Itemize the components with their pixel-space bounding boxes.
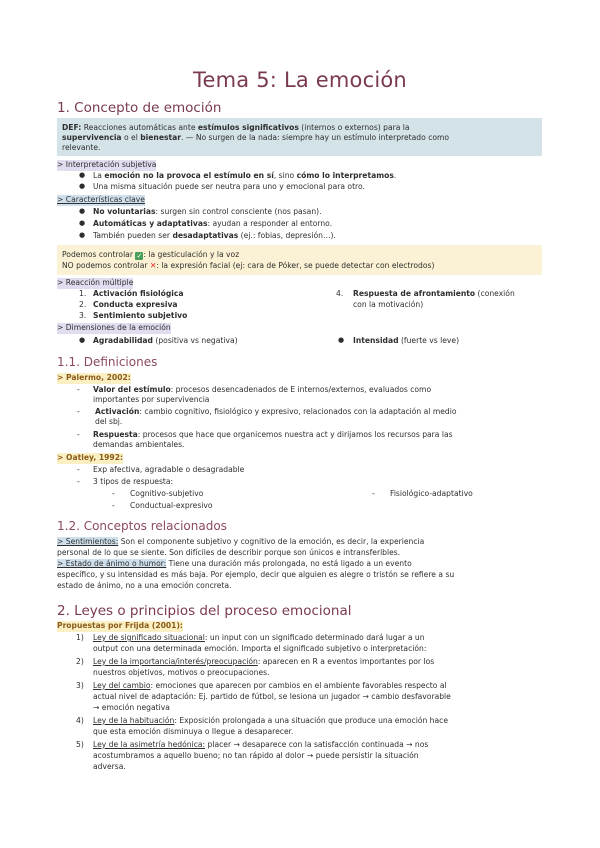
dash: - xyxy=(112,501,115,510)
law-2-cont: nuestros objetivos, motivos o preocupaciones. xyxy=(93,668,270,677)
law-3: Ley del cambio: emociones que aparecen por cambios en el ambiente favorables respecto al xyxy=(93,681,447,690)
law-5-cont: acostumbramos a aquello bueno; no tan rápido al dolor → puede persistir la situación xyxy=(93,751,419,760)
dash: - xyxy=(77,477,80,486)
oatley-item-1: Exp afectiva, agradable o desagradable xyxy=(93,465,245,474)
oatley-item-2: 3 tipos de respuesta: xyxy=(93,477,174,486)
reaction-item-2: Conducta expresiva xyxy=(93,300,178,309)
law-1: Ley de significado situacional: un input con un significado determinado dará lugar a un xyxy=(93,633,425,642)
reaction-number: 4. xyxy=(336,289,344,298)
law-4-cont: que esta emoción disminuya o llegue a desaparecer. xyxy=(93,727,294,736)
dimension-item-2: Intensidad (fuerte vs leve) xyxy=(353,336,460,345)
law-3-cont-2: → emoción negativa xyxy=(93,703,170,712)
law-3-cont: actual nivel de adaptación: Ej. partido de fútbol, se lesiona un jugador → cambio desfavorable xyxy=(93,692,451,701)
law-number: 3) xyxy=(76,681,84,690)
characteristic-item-1: No voluntarias: surgen sin control consciente (nos pasan). xyxy=(93,207,322,216)
oatley-subitem-3: Fisiológico-adaptativo xyxy=(390,489,473,498)
law-5-cont-2: adversa. xyxy=(93,762,126,771)
reaction-number: 3. xyxy=(79,311,87,320)
definition-line-2: supervivencia o el bienestar. — No surgen de la nada: siempre hay un estímulo interpretado como xyxy=(62,133,450,142)
section-1-1-heading: 1.1. Definiciones xyxy=(57,355,158,369)
bullet-icon: ● xyxy=(79,207,86,215)
reaction-number: 1. xyxy=(79,289,87,298)
reaction-item-4: Respuesta de afrontamiento (conexión xyxy=(353,289,515,298)
interpretation-item-2: Una misma situación puede ser neutra para uno y emocional para otro. xyxy=(93,182,365,191)
law-4: Ley de la habituación: Exposición prolongada a una situación que produce una emoción hace xyxy=(93,716,448,725)
law-number: 4) xyxy=(76,716,84,725)
palermo-item-2-cont: del sbj. xyxy=(95,417,123,426)
definition-line-3: relevante. xyxy=(62,143,101,152)
bullet-icon: ● xyxy=(79,171,86,179)
law-2: Ley de la importancia/interés/preocupación: aparecen en R a eventos importantes por los xyxy=(93,657,435,666)
bullet-icon: ● xyxy=(79,336,86,344)
law-1-cont: output con una determinada emoción. Importa el significado subjetivo o interpretación: xyxy=(93,644,427,653)
control-line-2: NO podemos controlar ✕: la expresión facial (ej: cara de Póker, se puede detectar con electrodos) xyxy=(62,261,435,270)
palermo-label: > Palermo, 2002: xyxy=(57,373,131,382)
oatley-subitem-1: Cognitivo-subjetivo xyxy=(130,489,204,498)
reaction-item-3: Sentimiento subjetivo xyxy=(93,311,188,320)
dash: - xyxy=(77,465,80,474)
cross-icon: ✕ xyxy=(149,261,157,270)
frijda-label: Propuestas por Frijda (2001): xyxy=(57,621,183,630)
dash: - xyxy=(77,407,80,416)
feelings-line-1: > Sentimientos: Son el componente subjetivo y cognitivo de la emoción, es decir, la experiencia xyxy=(57,537,425,546)
reaction-number: 2. xyxy=(79,300,87,309)
reaction-item-4-cont: con la motivación) xyxy=(353,300,424,309)
palermo-item-2: Activación: cambio cognitivo, fisiológico y expresivo, relacionados con la adaptación al medio xyxy=(95,407,457,416)
multiple-reaction-label: > Reacción múltiple xyxy=(57,278,134,287)
dimension-item-1: Agradabilidad (positiva vs negativa) xyxy=(93,336,238,345)
characteristic-item-3: También pueden ser desadaptativas (ej.: fobias, depresión…). xyxy=(93,231,336,240)
bullet-icon: ● xyxy=(79,219,86,227)
bullet-icon: ● xyxy=(338,336,345,344)
interpretation-item-1: La emoción no la provoca el estímulo en sí, sino cómo lo interpretamos. xyxy=(93,171,397,180)
palermo-item-1: Valor del estímulo: procesos desencadenados de E internos/externos, evaluados como xyxy=(93,385,432,394)
feelings-line-2: personal de lo que se siente. Son difíciles de describir porque son únicos e intransferibles. xyxy=(57,548,401,557)
law-number: 1) xyxy=(76,633,84,642)
characteristic-item-2: Automáticas y adaptativas: ayudan a responder al entorno. xyxy=(93,219,333,228)
oatley-label: > Oatley, 1992: xyxy=(57,453,124,462)
interpretation-label: > Interpretación subjetiva xyxy=(57,160,157,169)
mood-line-3: estado de ánimo, no a una emoción concreta. xyxy=(57,581,232,590)
definition-line-1: DEF: Reacciones automáticas ante estímulos significativos (internos o externos) para la xyxy=(62,123,410,132)
oatley-subitem-2: Conductual-expresivo xyxy=(130,501,213,510)
dash: - xyxy=(77,385,80,394)
dash: - xyxy=(112,489,115,498)
bullet-icon: ● xyxy=(79,182,86,190)
law-number: 2) xyxy=(76,657,84,666)
section-2-heading: 2. Leyes o principios del proceso emocional xyxy=(57,603,352,619)
palermo-item-3-cont: demandas ambientales. xyxy=(93,440,185,449)
check-icon: ✓ xyxy=(136,252,143,260)
mood-line-1: > Estado de ánimo o humor: Tiene una duración más prolongada, no está ligado a un evento xyxy=(57,559,412,568)
dimensions-label: > Dimensiones de la emoción xyxy=(57,323,171,332)
palermo-item-3: Respuesta: procesos que hace que organicemos nuestra act y dirijamos los recursos para las xyxy=(93,430,453,439)
dash: - xyxy=(77,430,80,439)
reaction-item-1: Activación fisiológica xyxy=(93,289,184,298)
section-1-heading: 1. Concepto de emoción xyxy=(57,100,222,116)
palermo-item-1-cont: importantes por supervivencia xyxy=(93,395,210,404)
control-line-1: Podemos controlar ✓: la gesticulación y la voz xyxy=(62,250,240,260)
law-5: Ley de la asimetría hedónica: placer → desaparece con la satisfacción continuada → nos xyxy=(93,740,429,749)
characteristics-label: > Características clave xyxy=(57,195,145,204)
dash: - xyxy=(372,489,375,498)
mood-line-2: específico, y su intensidad es más baja. Por ejemplo, decir que alguien es alegre o tristón se refiere a su xyxy=(57,570,455,579)
section-1-2-heading: 1.2. Conceptos relacionados xyxy=(57,519,227,533)
law-number: 5) xyxy=(76,740,84,749)
page-title: Tema 5: La emoción xyxy=(193,68,407,92)
bullet-icon: ● xyxy=(79,231,86,239)
